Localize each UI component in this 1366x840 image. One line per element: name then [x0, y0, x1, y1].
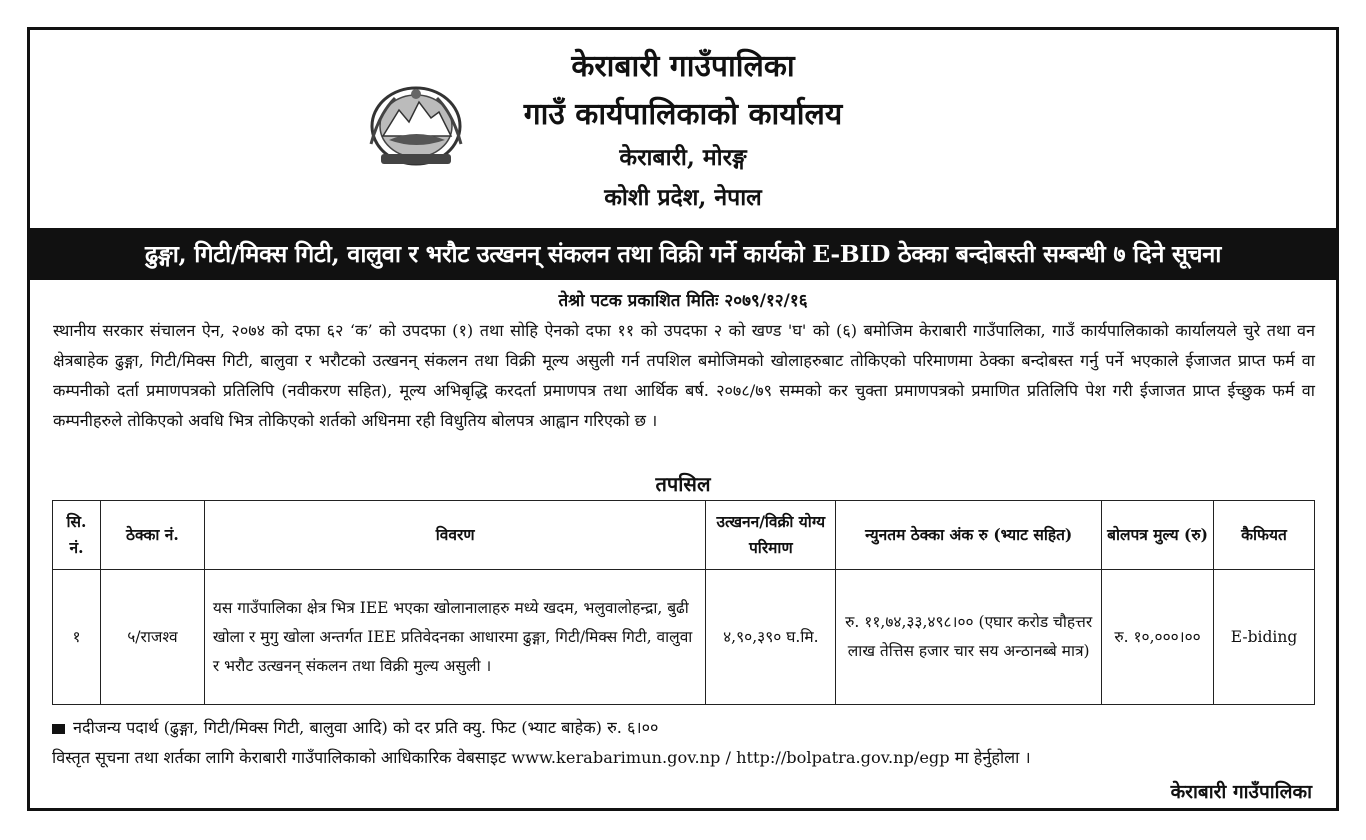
table-header-row	[53, 501, 1315, 570]
notice-frame	[27, 27, 1339, 811]
signature: केराबारी गाउँपालिका	[1170, 781, 1312, 803]
office-location: केराबारी, मोरङ्ग	[619, 144, 747, 171]
office-title: गाउँ कार्यपालिकाको कार्यालय	[523, 97, 843, 132]
rate-note	[52, 716, 658, 738]
table-row	[53, 570, 1315, 705]
office-province: कोशी प्रदेश, नेपाल	[604, 184, 762, 211]
cell-bid-price: रु. १०,०००।००	[1102, 570, 1214, 705]
notice-paragraph: स्थानीय सरकार संचालन ऐन, २०७४ को दफा ६२ ‘क’ को उपदफा (१) तथा सोहि ऐनको दफा ११ को उपदफा २ को खण्ड 'घ' को (६) बमोजिम केराबारी गाउँपालिका, गाउँ कार्यपालिकाको कार्यालयले चुरे तथा वन क्षेत्रबाहेक ढुङ्गा, गिटी/मिक्स गिटी, बालुवा र भरौटको उत्खनन् संकलन तथा विक्री मूल्य असुली गर्न तपशिल बमोजिमको खोलाहरुबाट तोकिएको परिमाणमा ठेक्का बन्दोबस्त गर्नु पर्ने भएकाले ईजाजत प्राप्त फर्म वा कम्पनीको दर्ता प्रमाणपत्रको प्रतिलिपि (नवीकरण सहित), मूल्य अभिबृद्धि करदर्ता प्रमाणपत्र तथा आर्थिक बर्ष. २०७८/७९ सम्मको कर चुक्ता प्रमाणपत्रको प्रमाणित प्रतिलिपि पेश गरी ईजाजत प्राप्त ईच्छुक फर्म वा कम्पनीहरुले तोकिएको अवधि भित्र तोकिएको शर्तको अधिनमा रही विधुतिय बोलपत्र आह्वान गरिएको छ ।	[53, 321, 1315, 430]
info-note: विस्तृत सूचना तथा शर्तका लागि केराबारी गाउँपालिकाको आधिकारिक वेबसाइट www.kerabarimun.gov.np / http://bolpatra.gov.np/egp मा हेर्नुहोला ।	[52, 748, 1031, 767]
nepal-emblem-icon	[365, 84, 467, 170]
cell-quantity: ४,९०,३९० घ.मि.	[706, 570, 836, 705]
cell-contract-no: ५/राजश्व	[100, 570, 204, 705]
cell-serial: १	[53, 570, 101, 705]
schedule-title: तपसिल	[655, 472, 711, 496]
header-serial: सि. नं.	[53, 501, 101, 570]
cell-description: यस गाउँपालिका क्षेत्र भित्र IEE भएका खोलानालाहरु मध्ये खदम, भलुवालोहन्द्रा, बुढी खोला र मुगु खोला अन्तर्गत IEE प्रतिवेदनका आधारमा ढुङ्गा, गिटी/मिक्स गिटी, वालुवा र भरौट उत्खनन् संकलन तथा विक्री मुल्य असुली ।	[204, 570, 705, 705]
header-remarks: कैफियत	[1214, 501, 1315, 570]
header-min-amount: न्युनतम ठेक्का अंक रु (भ्याट सहित)	[836, 501, 1102, 570]
header-contract-no: ठेक्का नं.	[100, 501, 204, 570]
publication-date: तेश्रो पटक प्रकाशित मितिः २०७९/१२/१६	[558, 291, 808, 311]
schedule-table	[52, 500, 1315, 705]
rate-note-text: नदीजन्य पदार्थ (ढुङ्गा, गिटी/मिक्स गिटी, बालुवा आदि) को दर प्रति क्यु. फिट (भ्याट बाहेक) रु. ६।००	[73, 718, 659, 737]
header-description: विवरण	[204, 501, 705, 570]
header-quantity: उत्खनन/विक्री योग्य परिमाण	[706, 501, 836, 570]
cell-remarks: E-biding	[1214, 570, 1315, 705]
notice-header	[30, 30, 1336, 228]
notice-banner: ढुङ्गा, गिटी/मिक्स गिटी, वालुवा र भरौट उत्खनन् संकलन तथा विक्री गर्ने कार्यको E-BID ठेक्का बन्दोबस्ती सम्बन्धी ७ दिने सूचना	[30, 228, 1336, 280]
square-bullet-icon	[52, 724, 65, 734]
cell-min-amount: रु. ११,७४,३३,४९८।०० (एघार करोड चौहत्तर लाख तेत्तिस हजार चार सय अन्ठानब्बे मात्र)	[836, 570, 1102, 705]
municipality-title: केराबारी गाउँपालिका	[571, 49, 795, 84]
header-bid-price: बोलपत्र मुल्य (रु)	[1102, 501, 1214, 570]
